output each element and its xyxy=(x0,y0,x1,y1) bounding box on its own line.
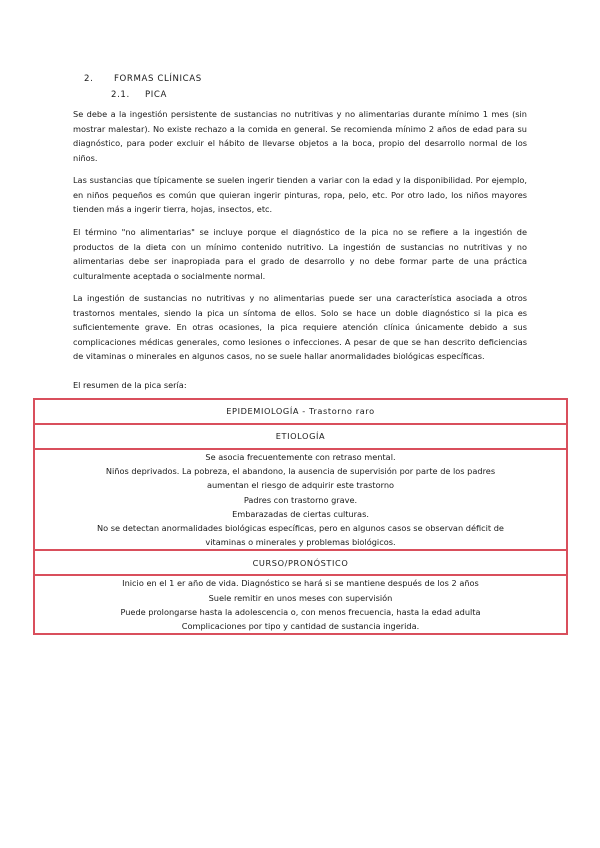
etiology-line: Embarazadas de ciertas culturas. xyxy=(232,508,369,519)
course-line: Complicaciones por tipo y cantidad de sustancia ingerida. xyxy=(181,621,420,632)
etiology-line: No se detectan anormalidades biológicas específicas, pero en algunos casos se observan déficit de xyxy=(97,523,504,534)
etiology-header: ETIOLOGÍA xyxy=(34,424,567,449)
course-header: CURSO/PRONÓSTICO xyxy=(34,550,567,575)
etiology-cell xyxy=(34,449,567,550)
etiology-line: Se asocia frecuentemente con retraso mental. xyxy=(205,452,396,462)
course-line: Puede prolongarse hasta la adolescencia o, con menos frecuencia, hasta la edad adulta xyxy=(120,606,481,617)
section-heading xyxy=(84,74,202,84)
section-number: 2. xyxy=(84,74,94,84)
paragraph: El término "no alimentarias" se incluye porque el diagnóstico de la pica no se refiere a la ingestión de productos de la dieta con un mínimo contenido nutritivo. La ingestión de sustancias no nutritivas y no alimentarias debe ser inapropiada para el grado de desarrollo y no debe formar parte de una práctica culturalmente aceptada o socialmente normal. xyxy=(73,227,527,281)
subsection-number: 2.1. xyxy=(111,90,130,100)
paragraph: Se debe a la ingestión persistente de sustancias no nutritivas y no alimentarias durante mínimo 1 mes (sin mostrar malestar). No existe rechazo a la comida en general. Se recomienda mínimo 2 años de edad para su diagnóstico, para poder excluir el hábito de llevarse objetos a la boca, propio del desarrollo normal de los niños. xyxy=(73,109,527,163)
subsection-title: PICA xyxy=(145,90,167,100)
summary-intro: El resumen de la pica sería: xyxy=(73,380,187,390)
course-line: Inicio en el 1 er año de vida. Diagnóstico se hará si se mantiene después de los 2 años xyxy=(122,578,479,589)
etiology-line: Niños deprivados. La pobreza, el abandono, la ausencia de supervisión por parte de los padres xyxy=(105,466,496,477)
paragraph: La ingestión de sustancias no nutritivas y no alimentarias puede ser una característica asociada a otros trastornos mentales, siendo la pica un síntoma de ellos. Solo se hace un doble diagnóstico si la pica es suficientemente grave. En otras ocasiones, la pica requiere atención clínica únicamente debido a sus complicaciones médicas generales, como lesiones o infecciones. A pesar de que se han descrito deficiencias de vitaminas o minerales en algunos casos, no se suele hallar anormalidades biológicas específicas. xyxy=(73,293,527,362)
paragraph: Las sustancias que típicamente se suelen ingerir tienden a variar con la edad y la disponibilidad. Por ejemplo, en niños pequeños es común que quieran ingerir pinturas, ropa, pelo, etc. Por otro lado, los niños mayores tienden más a ingerir tierra, hojas, insectos, etc. xyxy=(73,175,527,215)
subsection-heading xyxy=(111,90,167,100)
etiology-line: Padres con trastorno grave. xyxy=(243,494,358,505)
course-cell xyxy=(34,575,567,634)
section-title: FORMAS CLÍNICAS xyxy=(114,74,202,84)
etiology-line: aumentan el riesgo de adquirir este trastorno xyxy=(206,480,395,491)
etiology-line: vitaminas o minerales y problemas biológicos. xyxy=(205,537,396,548)
epidemiology-row: EPIDEMIOLOGÍA - Trastorno raro xyxy=(34,399,567,424)
summary-table xyxy=(33,398,568,635)
course-line: Suele remitir en unos meses con supervisión xyxy=(208,592,393,603)
